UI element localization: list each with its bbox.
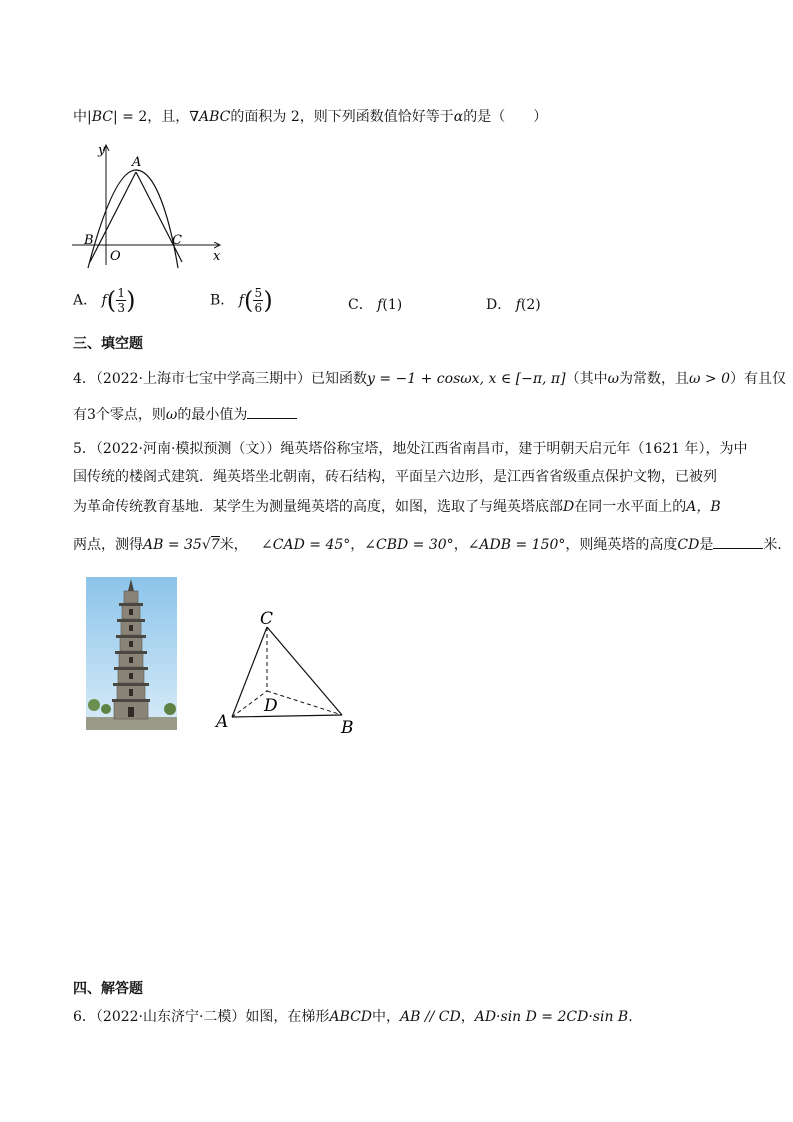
edge-ab bbox=[232, 715, 342, 717]
q3-text: = 2，且 bbox=[117, 109, 176, 125]
graph-label-a: A bbox=[132, 155, 142, 170]
q5-line-4: 两点，测得AB = 35√7米， ∠CAD = 45°，∠CBD = 30°，∠ADB = 150°，则绳英塔的高度CD是 米． bbox=[73, 537, 792, 553]
q5-tetrahedron-diagram bbox=[212, 605, 362, 737]
q3-alpha: α bbox=[453, 109, 464, 125]
graph-label-y: y bbox=[98, 143, 106, 158]
edge-db bbox=[267, 691, 342, 715]
q3-triangle: ∇ABC bbox=[189, 109, 231, 125]
vertex-label-d: D bbox=[264, 696, 278, 716]
q3-question-line: 中|BC| = 2，且，∇ABC的面积为 2，则下列函数值恰好等于α的是（ ） bbox=[73, 109, 548, 125]
vertex-label-a: A bbox=[216, 712, 229, 732]
q3-abs-bc: |BC| bbox=[87, 109, 118, 125]
graph-label-x: x bbox=[213, 249, 221, 264]
section-heading-fill-blank: 三、填空题 bbox=[73, 336, 143, 352]
frac-numerator: 1 bbox=[117, 286, 125, 300]
q4-line-1: 4．（2022·上海市七宝中学高三期中）已知函数y = −1 + cosωx, x ∈ [−π, π]（其中ω为常数，且ω > 0）有且仅 bbox=[73, 371, 786, 387]
line-ac bbox=[136, 172, 182, 262]
graph-label-o: O bbox=[110, 249, 121, 264]
frac-denominator: 3 bbox=[117, 301, 125, 315]
q3-text: 中 bbox=[73, 109, 87, 125]
edge-cb bbox=[267, 627, 342, 715]
answer-blank[interactable] bbox=[247, 406, 297, 419]
option-a[interactable]: A． f( $\frac{1}{3}$ ) bbox=[73, 286, 136, 315]
option-c[interactable]: C． f(1) bbox=[348, 297, 403, 313]
q5-line-2: 国传统的楼阁式建筑．绳英塔坐北朝南，砖石结构，平面呈六边形，是江西省省级重点保护文物，已被列 bbox=[73, 469, 717, 485]
section-heading-solve: 四、解答题 bbox=[73, 981, 143, 997]
graph-label-b: B bbox=[84, 233, 94, 248]
q3-function-graph bbox=[70, 140, 230, 270]
q4-line-2: 有3个零点，则ω的最小值为 bbox=[73, 404, 297, 424]
answer-blank[interactable] bbox=[713, 536, 763, 549]
frac-numerator: 5 bbox=[254, 286, 263, 300]
q3-text: 的面积为 2，则下列函数值恰好等于 bbox=[230, 109, 454, 125]
graph-label-c: C bbox=[172, 233, 182, 248]
frac-denominator: 6 bbox=[254, 301, 263, 315]
tower-photo bbox=[86, 577, 177, 730]
vertex-label-b: B bbox=[341, 718, 354, 737]
option-d[interactable]: D． f(2) bbox=[486, 297, 541, 313]
q5-line-3: 为革命传统教育基地．某学生为测量绳英塔的高度，如图，选取了与绳英塔底部D在同一水平面上的A，B bbox=[73, 499, 721, 515]
q5-line-1: 5．（2022·河南·模拟预测（文））绳英塔俗称宝塔，地处江西省南昌市，建于明朝天启元年（1621 年），为中 bbox=[73, 441, 748, 457]
q6-line-1: 6．（2022·山东济宁·二模）如图，在梯形ABCD中，AB // CD，AD·sin D = 2CD·sin B. bbox=[73, 1009, 633, 1025]
q4-formula: y = −1 + cosωx, x ∈ [−π, π] bbox=[367, 371, 566, 387]
sine-curve bbox=[88, 170, 178, 268]
q3-text: 的是（ ） bbox=[463, 109, 548, 125]
vertex-label-c: C bbox=[260, 609, 274, 629]
option-b[interactable]: B． f( $\frac{5}{6}$ ) bbox=[210, 286, 273, 315]
